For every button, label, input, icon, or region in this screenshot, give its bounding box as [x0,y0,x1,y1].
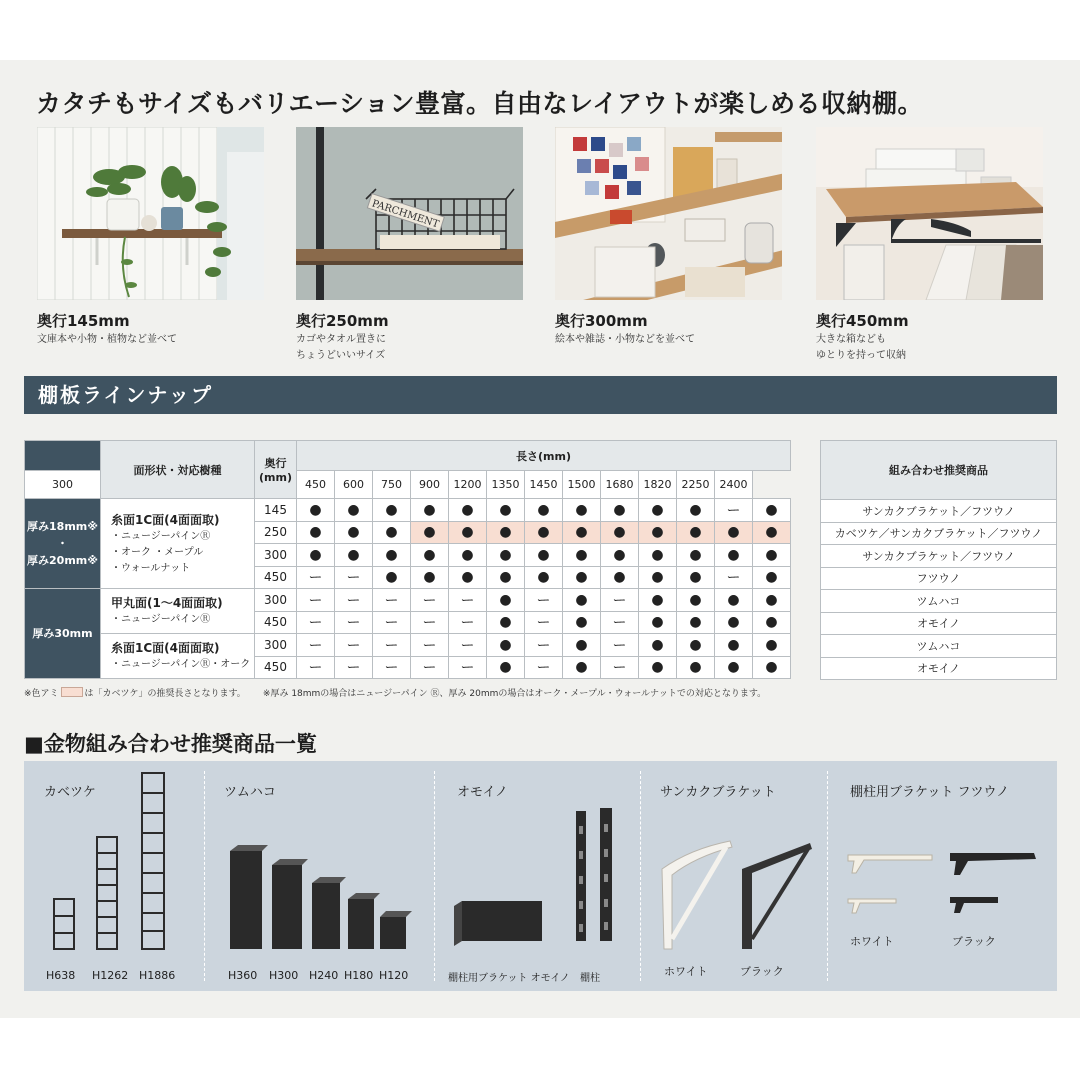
availability-mark: ー [335,634,373,657]
depth-cell: 250 [255,521,297,544]
availability-mark: ● [487,611,525,634]
photo-depth-450 [816,127,1043,300]
thickness-header-cell [25,441,101,471]
panel-divider [434,771,435,981]
tsumuhako-size: H180 [344,969,374,982]
availability-mark: ー [601,589,639,612]
table-row [25,589,791,612]
recommend-row: オモイノ [821,612,1057,635]
availability-mark: ー [525,634,563,657]
shape-species: ・ニュージーパインⓇ・オーク [111,659,251,670]
recommend-row: オモイノ [821,657,1057,680]
tsumuhako-size: H240 [309,969,339,982]
depth-cell: 300 [255,634,297,657]
footnote-a: ※色アミ [24,689,59,699]
availability-mark: ● [487,634,525,657]
availability-mark: ● [753,566,791,589]
availability-mark: ● [715,634,753,657]
sankaku-bracket-icons [660,839,830,954]
recommend-header: 組み合わせ推奨商品 [821,441,1057,500]
availability-mark: ー [297,656,335,679]
recommend-row: サンカクブラケット／フツウノ [821,545,1057,568]
lineup-section-bar: 棚板ラインナップ [24,376,1057,414]
availability-mark: ● [601,499,639,522]
depth-cell: 145 [255,499,297,522]
thickness-cell: 厚み30mm [25,589,101,679]
availability-mark: ● [639,566,677,589]
availability-mark: ー [449,611,487,634]
shape-cell [101,634,255,679]
availability-mark: ● [753,589,791,612]
length-col-header: 1680 [601,471,639,499]
availability-mark: ー [373,589,411,612]
availability-mark: ● [677,656,715,679]
availability-mark: ー [297,634,335,657]
availability-mark: ● [563,521,601,544]
length-col-header: 750 [373,471,411,499]
length-col-header: 300 [25,471,101,499]
omoino-title: オモイノ [457,785,508,800]
length-col-header: 1450 [525,471,563,499]
availability-mark: ● [563,656,601,679]
shape-cell [101,589,255,634]
availability-mark: ● [753,544,791,567]
availability-mark: ● [639,521,677,544]
availability-mark: ー [411,589,449,612]
depth-cell: 450 [255,656,297,679]
availability-mark: ● [297,521,335,544]
availability-mark: ー [335,566,373,589]
availability-mark: ● [335,521,373,544]
availability-mark: ● [677,589,715,612]
depth-card-title: 奥行300mm [555,312,648,330]
closet-shelf-photo [816,127,1043,300]
availability-mark: ● [297,544,335,567]
depth-header: 奥行 (mm) [255,441,297,499]
sankaku-label: ブラック [740,965,784,978]
depth-cell: 300 [255,544,297,567]
availability-mark: ● [715,544,753,567]
footnote-b: は「カベツケ」の推奨長さとなります。 [84,689,246,699]
tsumuhako-box-icons [228,841,413,956]
shape-title: 糸面1C面(4面面取) [111,641,220,655]
availability-mark: ● [601,521,639,544]
availability-mark: ● [411,544,449,567]
availability-mark: ー [373,656,411,679]
shape-title: 甲丸面(1〜4面面取) [111,596,223,610]
sankaku-label: ホワイト [664,965,708,978]
depth-card-title: 奥行250mm [296,312,389,330]
availability-mark: ー [297,566,335,589]
availability-mark: ー [297,611,335,634]
availability-mark: ● [639,656,677,679]
availability-mark: ● [373,499,411,522]
length-col-header: 450 [297,471,335,499]
recommend-row: フツウノ [821,567,1057,590]
availability-mark: ● [335,499,373,522]
availability-mark: ● [525,566,563,589]
availability-mark: ● [411,499,449,522]
hardware-panel [24,761,1057,991]
availability-mark: ● [335,544,373,567]
availability-mark: ● [411,521,449,544]
availability-mark: ● [601,566,639,589]
availability-mark: ● [487,566,525,589]
availability-mark: ● [563,544,601,567]
depth-card-desc: 大きな箱なども ゆとりを持って収納 [816,334,906,361]
availability-mark: ● [563,634,601,657]
availability-mark: ● [487,499,525,522]
availability-mark: ● [753,521,791,544]
length-col-header: 1500 [563,471,601,499]
availability-mark: ● [601,544,639,567]
basket-shelf-photo [296,127,523,300]
availability-mark: ー [335,589,373,612]
availability-mark: ● [449,544,487,567]
tsumuhako-size: H360 [228,969,258,982]
availability-mark: ー [411,634,449,657]
availability-mark: ー [411,611,449,634]
kabetsuke-size: H1262 [92,969,129,982]
availability-mark: ● [487,656,525,679]
availability-mark: ● [677,611,715,634]
panel-divider [640,771,641,981]
length-header: 長さ(mm) [297,441,791,471]
availability-mark: ● [525,499,563,522]
shape-species: ・ニュージーパインⓇ ・オーク ・メープル ・ウォールナット [111,530,211,574]
kabetsuke-ladder-icons [52,771,172,971]
omoino-label: 棚柱用ブラケット オモイノ [448,973,570,984]
availability-mark: ● [525,544,563,567]
length-col-header: 2400 [715,471,753,499]
books-shelf-photo [555,127,782,300]
availability-mark: ● [677,566,715,589]
availability-mark: ● [373,544,411,567]
availability-mark: ● [715,611,753,634]
headline: カタチもサイズもバリエーション豊富。自由なレイアウトが楽しめる収納棚。 [36,89,924,118]
length-col-header: 2250 [677,471,715,499]
availability-mark: ー [335,656,373,679]
shape-species: ・ニュージーパインⓇ [111,614,211,625]
availability-mark: ● [449,566,487,589]
shape-header: 面形状・対応樹種 [101,441,255,499]
futsuuno-bracket-icons [846,851,1046,921]
availability-mark: ー [525,656,563,679]
tsumuhako-title: ツムハコ [224,785,276,800]
availability-mark: ー [601,656,639,679]
availability-mark: ー [525,589,563,612]
availability-mark: ● [753,634,791,657]
length-col-header: 1820 [639,471,677,499]
futsuuno-label: ホワイト [850,935,894,948]
photo-depth-250 [296,127,523,300]
length-col-header: 600 [335,471,373,499]
availability-mark: ● [563,566,601,589]
depth-card-desc: 絵本や雑誌・小物などを並べて [555,334,695,345]
availability-mark: ● [639,544,677,567]
availability-mark: ● [639,611,677,634]
availability-mark: ● [753,611,791,634]
availability-mark: ● [677,634,715,657]
omoino-label: 棚柱 [580,973,600,984]
availability-mark: ● [563,499,601,522]
availability-mark: ● [525,521,563,544]
length-col-header: 1200 [449,471,487,499]
shelf-spec-table [24,440,791,679]
availability-mark: ● [639,499,677,522]
availability-mark: ● [411,566,449,589]
kabetsuke-title: カベツケ [44,785,96,800]
omoino-bracket-icons [454,806,624,956]
basket-tag-text: PARCHMENT [370,198,441,231]
panel-divider [204,771,205,981]
depth-card-desc: カゴやタオル置きに ちょうどいいサイズ [296,334,386,361]
kabetsuke-size: H638 [46,969,76,982]
recommend-row: ツムハコ [821,635,1057,658]
length-col-header: 900 [411,471,449,499]
availability-mark: ー [715,499,753,522]
availability-mark: ● [563,611,601,634]
availability-mark: ● [639,634,677,657]
tsumuhako-size: H300 [269,969,299,982]
depth-cell: 300 [255,589,297,612]
availability-mark: ● [677,521,715,544]
sankaku-title: サンカクブラケット [660,785,776,800]
futsuuno-title: 棚柱用ブラケット フツウノ [850,785,1010,800]
availability-mark: ● [487,544,525,567]
availability-mark: ー [525,611,563,634]
table-row [25,499,791,522]
availability-mark: ● [449,499,487,522]
availability-mark: ● [487,521,525,544]
availability-mark: ● [373,566,411,589]
depth-cell: 450 [255,611,297,634]
availability-mark: ● [715,656,753,679]
availability-mark: ● [373,521,411,544]
footnote [24,686,766,699]
depth-cell: 450 [255,566,297,589]
availability-mark: ー [373,611,411,634]
recommend-row: サンカクブラケット／フツウノ [821,500,1057,523]
availability-mark: ● [487,589,525,612]
availability-mark: ● [715,589,753,612]
availability-mark: ー [411,656,449,679]
availability-mark: ● [715,521,753,544]
availability-mark: ー [449,634,487,657]
kabetsuke-size: H1886 [139,969,176,982]
availability-mark: ー [449,656,487,679]
recommend-row: カベツケ／サンカクブラケット／フツウノ [821,522,1057,545]
availability-mark: ● [449,521,487,544]
recommend-table [820,440,1057,680]
availability-mark: ー [335,611,373,634]
hardware-section-title: ■金物組み合わせ推奨商品一覧 [24,732,317,756]
availability-mark: ● [753,656,791,679]
availability-mark: ● [563,589,601,612]
availability-mark: ー [449,589,487,612]
shape-title: 糸面1C面(4面面取) [111,512,220,527]
thickness-cell: 厚み18mm※ ・ 厚み20mm※ [25,499,101,589]
availability-mark: ● [753,499,791,522]
product-page [0,60,1080,1018]
table-row [25,634,791,657]
length-col-header: 1350 [487,471,525,499]
plant-shelf-photo [37,127,264,300]
availability-mark: ● [677,499,715,522]
availability-mark: ● [639,589,677,612]
photo-depth-145 [37,127,264,300]
depth-card-desc: 文庫本や小物・植物など並べて [37,334,177,345]
availability-mark: ー [297,589,335,612]
availability-mark: ー [601,611,639,634]
availability-mark: ● [297,499,335,522]
availability-mark: ー [601,634,639,657]
depth-card-title: 奥行145mm [37,312,130,330]
availability-mark: ー [373,634,411,657]
footnote-c: ※厚み 18mmの場合はニュージーパイン Ⓡ、厚み 20mmの場合はオーク・メープル・ウォールナットでの対応となります。 [262,689,767,699]
shape-cell [101,499,255,589]
availability-mark: ● [677,544,715,567]
photo-depth-300 [555,127,782,300]
tsumuhako-size: H120 [379,969,409,982]
highlight-swatch [61,687,83,697]
availability-mark: ー [715,566,753,589]
depth-card-title: 奥行450mm [816,312,909,330]
futsuuno-label: ブラック [952,935,996,948]
recommend-row: ツムハコ [821,590,1057,613]
